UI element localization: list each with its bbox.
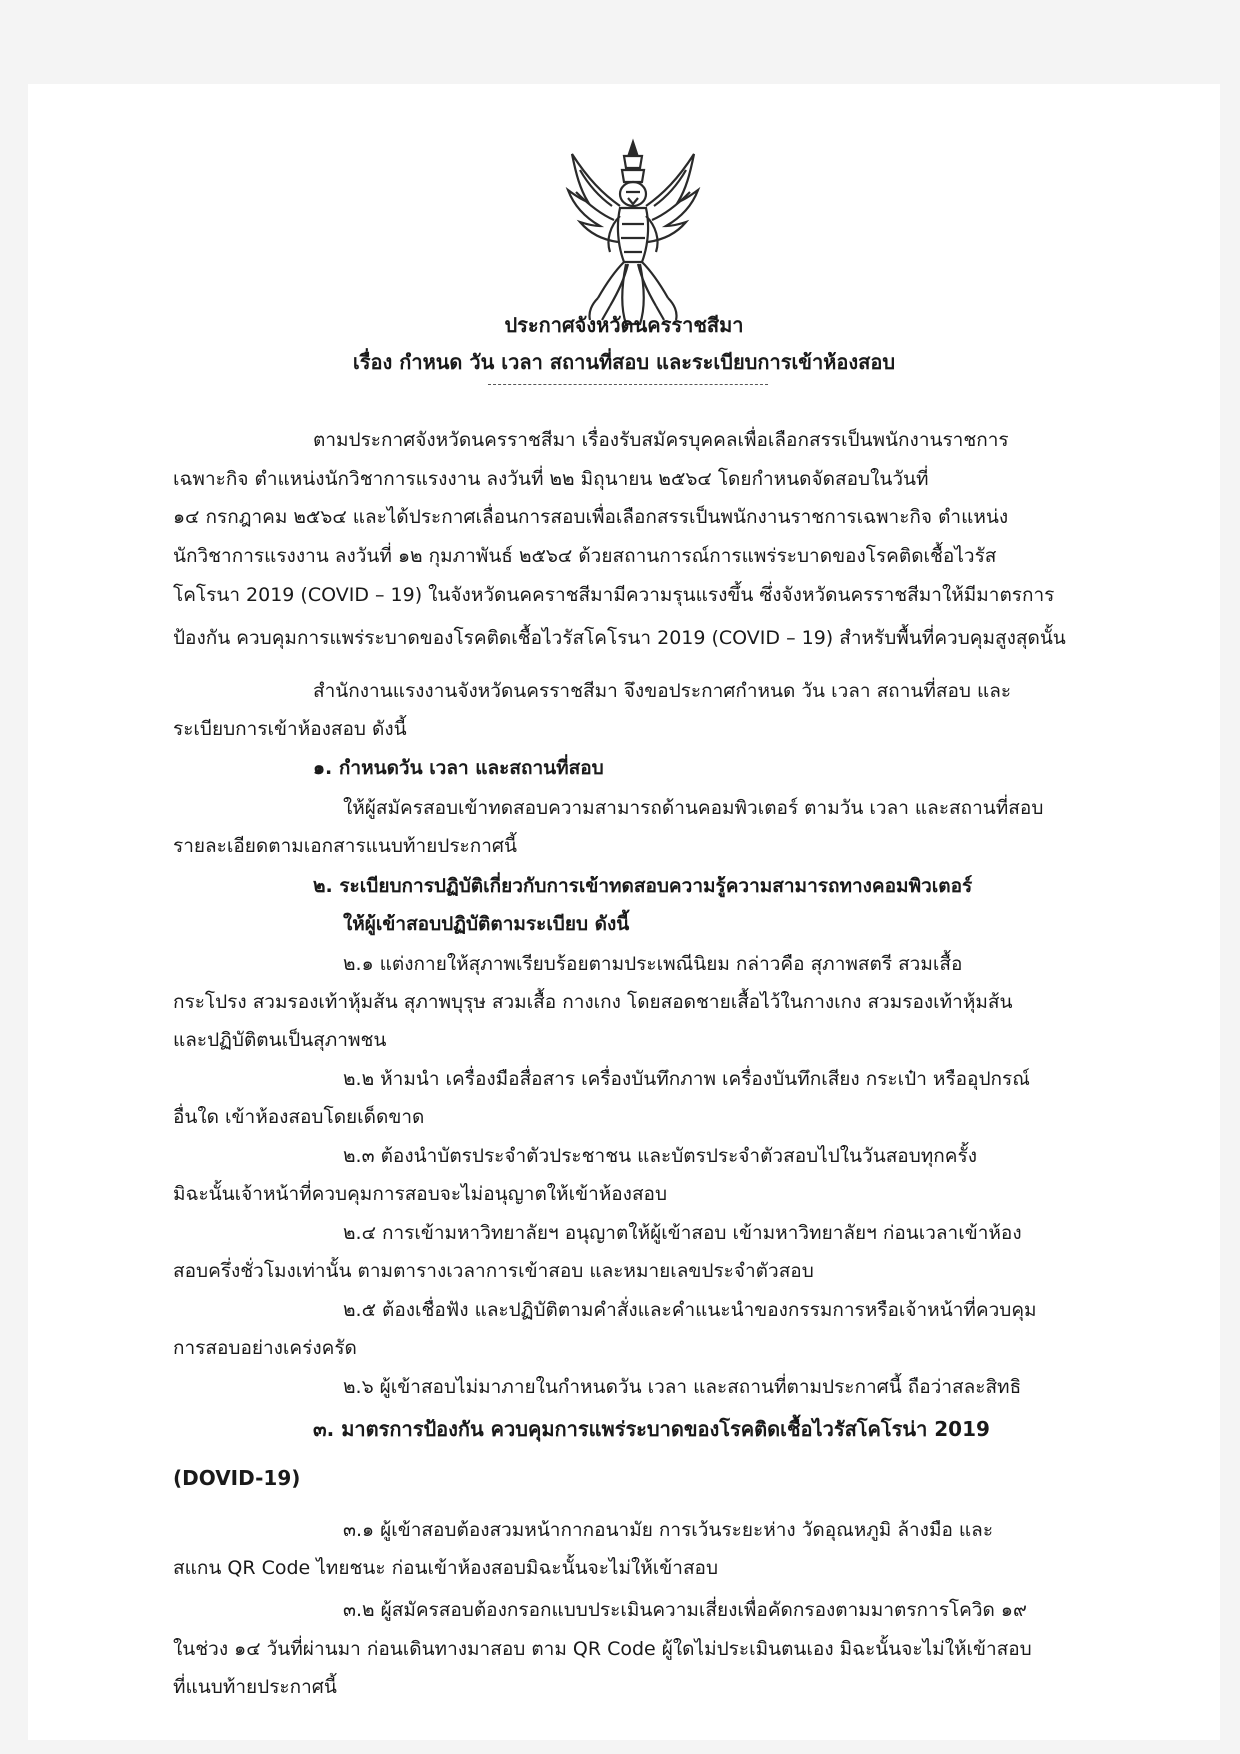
paragraph-line: ตามประกาศจังหวัดนครราชสีมา เรื่องรับสมัครบุคคลเพื่อเลือกสรรเป็นพนักงานราชการ xyxy=(313,429,1009,451)
paragraph-line: สอบครึ่งชั่วโมงเท่านั้น ตามตารางเวลาการเข้าสอบ และหมายเลขประจำตัวสอบ xyxy=(173,1260,814,1282)
paragraph-line: ๒.๒ ห้ามนำ เครื่องมือสื่อสาร เครื่องบันทึกภาพ เครื่องบันทึกเสียง กระเป๋า หรืออุปกรณ์ xyxy=(343,1068,1030,1090)
paragraph-line: ระเบียบการเข้าห้องสอบ ดังนี้ xyxy=(173,718,407,740)
section-heading: ๓. มาตรการป้องกัน ควบคุมการแพร่ระบาดของโรคติดเชื้อไวรัสโคโรน่า 2019 xyxy=(313,1417,990,1441)
paragraph-line: มิฉะนั้นเจ้าหน้าที่ควบคุมการสอบจะไม่อนุญาตให้เข้าห้องสอบ xyxy=(173,1183,668,1205)
section-heading: ให้ผู้เข้าสอบปฏิบัติตามระเบียบ ดังนี้ xyxy=(343,913,630,935)
paragraph-line: ๒.๑ แต่งกายให้สุภาพเรียบร้อยตามประเพณีนิยม กล่าวคือ สุภาพสตรี สวมเสื้อ xyxy=(343,953,963,975)
paragraph-line: ๑๔ กรกฎาคม ๒๕๖๔ และได้ประกาศเลื่อนการสอบเพื่อเลือกสรรเป็นพนักงานราชการเฉพาะกิจ ตำแหน่ง xyxy=(173,506,1009,528)
paragraph-line: ๓.๒ ผู้สมัครสอบต้องกรอกแบบประเมินความเสี่ยงเพื่อคัดกรองตามมาตรการโควิด ๑๙ xyxy=(343,1599,1027,1621)
document-subject: เรื่อง กำหนด วัน เวลา สถานที่สอบ และระเบียบการเข้าห้องสอบ xyxy=(352,350,896,374)
paragraph-line: โคโรนา 2019 (COVID – 19) ในจังหวัดนคคราชสีมามีความรุนแรงขึ้น ซึ่งจังหวัดนครราชสีมาให้มีมาตรการ xyxy=(173,584,1055,606)
paragraph-line: ๒.๕ ต้องเชื่อฟัง และปฏิบัติตามคำสั่งและคำแนะนำของกรรมการหรือเจ้าหน้าที่ควบคุม xyxy=(343,1299,1037,1321)
paragraph-line: เฉพาะกิจ ตำแหน่งนักวิชาการแรงงาน ลงวันที่ ๒๒ มิถุนายน ๒๕๖๔ โดยกำหนดจัดสอบในวันที่ xyxy=(173,468,929,490)
paragraph-line: อื่นใด เข้าห้องสอบโดยเด็ดขาด xyxy=(173,1106,425,1128)
paragraph-line: นักวิชาการแรงงาน ลงวันที่ ๑๒ กุมภาพันธ์ ๒๕๖๔ ด้วยสถานการณ์การแพร่ระบาดของโรคติดเชื้อไวรัส xyxy=(173,545,997,567)
section-heading: (DOVID-19) xyxy=(173,1466,301,1490)
paragraph-line: ในช่วง ๑๔ วันที่ผ่านมา ก่อนเดินทางมาสอบ ตาม QR Code ผู้ใดไม่ประเมินตนเอง มิฉะนั้นจะไม่ให้เข้าสอบ xyxy=(173,1638,1032,1660)
paragraph-line: และปฏิบัติตนเป็นสุภาพชน xyxy=(173,1029,387,1051)
section-heading: ๑. กำหนดวัน เวลา และสถานที่สอบ xyxy=(313,757,604,779)
paragraph-line: ให้ผู้สมัครสอบเข้าทดสอบความสามารถด้านคอมพิวเตอร์ ตามวัน เวลา และสถานที่สอบ xyxy=(343,797,1044,819)
paragraph-line: การสอบอย่างเคร่งครัด xyxy=(173,1337,357,1359)
paragraph-line: ๒.๔ การเข้ามหาวิทยาลัยฯ อนุญาตให้ผู้เข้าสอบ เข้ามหาวิทยาลัยฯ ก่อนเวลาเข้าห้อง xyxy=(343,1222,1022,1244)
section-heading: ๒. ระเบียบการปฏิบัติเกี่ยวกับการเข้าทดสอบความรู้ความสามารถทางคอมพิวเตอร์ xyxy=(313,875,973,897)
paragraph-line: ป้องกัน ควบคุมการแพร่ระบาดของโรคติดเชื้อไวรัสโคโรนา 2019 (COVID – 19) สำหรับพื้นที่ควบคุมสูงสุดนั้น xyxy=(173,627,1066,649)
document-title: ประกาศจังหวัดนครราชสีมา xyxy=(504,313,744,337)
paragraph-line: ๒.๓ ต้องนำบัตรประจำตัวประชาชน และบัตรประจำตัวสอบไปในวันสอบทุกครั้ง xyxy=(343,1145,977,1167)
paragraph-line: สแกน QR Code ไทยชนะ ก่อนเข้าห้องสอบมิฉะนั้นจะไม่ให้เข้าสอบ xyxy=(173,1557,719,1579)
title-divider xyxy=(488,384,768,385)
document-page xyxy=(28,84,1220,1740)
paragraph-line: รายละเอียดตามเอกสารแนบท้ายประกาศนี้ xyxy=(173,835,517,857)
paragraph-line: ๒.๖ ผู้เข้าสอบไม่มาภายในกำหนดวัน เวลา และสถานที่ตามประกาศนี้ ถือว่าสละสิทธิ xyxy=(343,1376,1022,1398)
paragraph-line: สำนักงานแรงงานจังหวัดนครราชสีมา จึงขอประกาศกำหนด วัน เวลา สถานที่สอบ และ xyxy=(313,680,1012,702)
paragraph-line: ที่แนบท้ายประกาศนี้ xyxy=(173,1676,337,1698)
paragraph-line: ๓.๑ ผู้เข้าสอบต้องสวมหน้ากากอนามัย การเว้นระยะห่าง วัดอุณหภูมิ ล้างมือ และ xyxy=(343,1519,994,1541)
paragraph-line: กระโปรง สวมรองเท้าหุ้มส้น สุภาพบุรุษ สวมเสื้อ กางเกง โดยสอดชายเสื้อไว้ในกางเกง สวมรองเท้าหุ้มส้น xyxy=(173,991,1013,1013)
